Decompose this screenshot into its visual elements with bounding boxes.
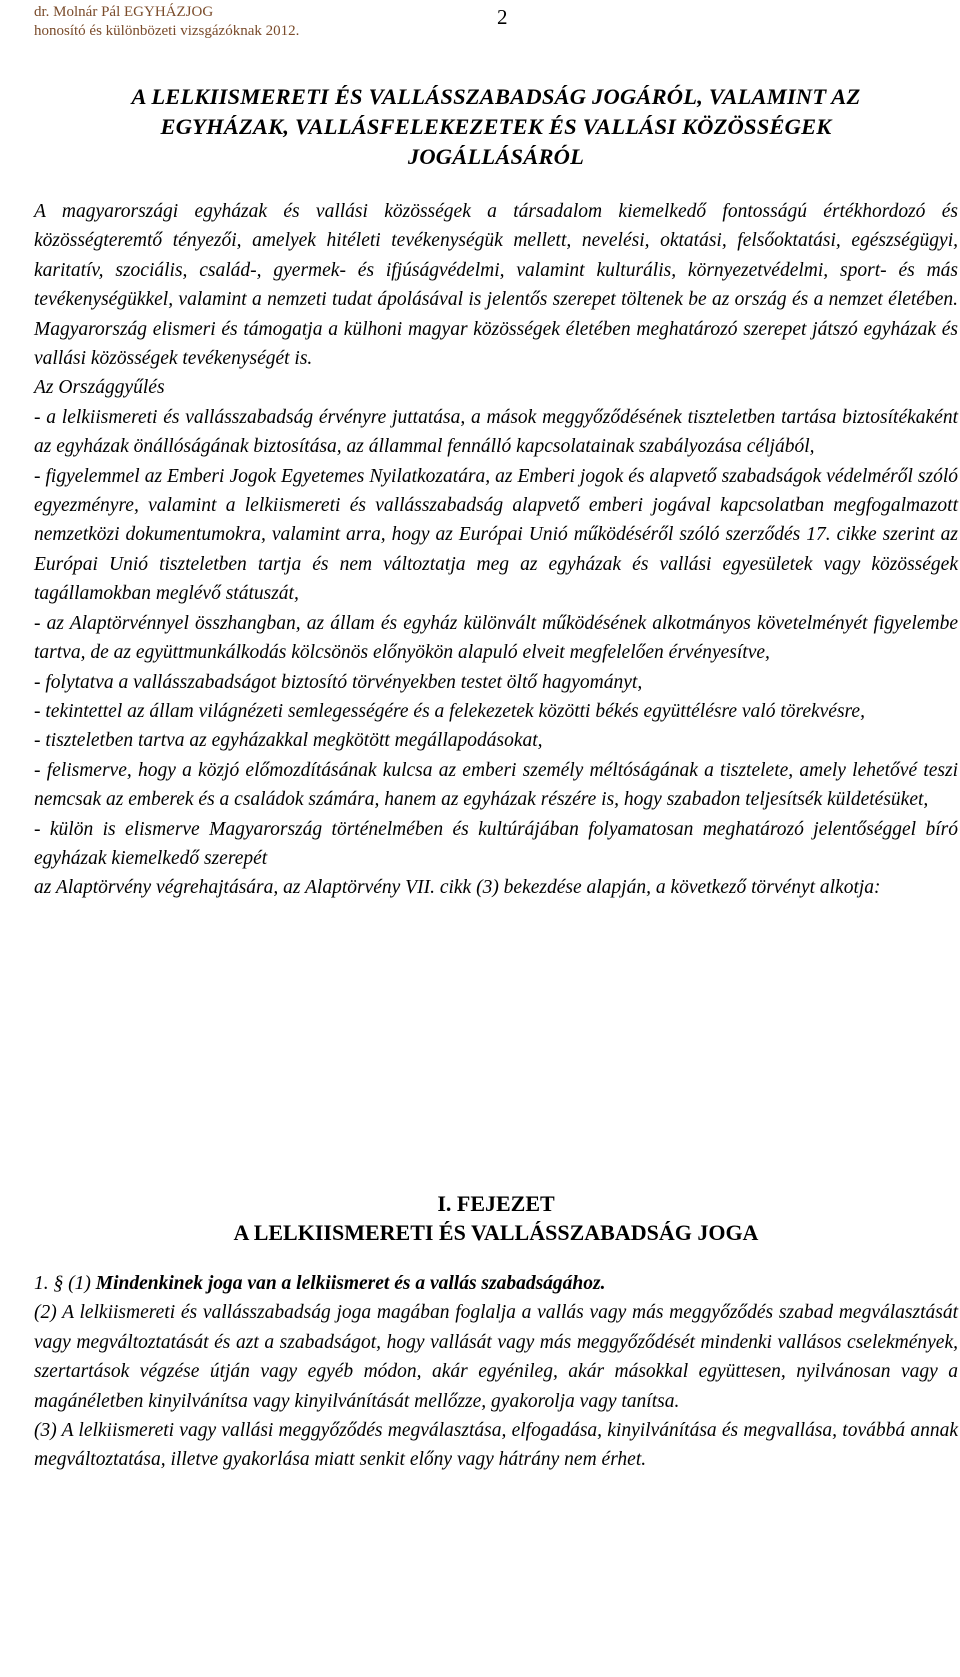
preamble-body (34, 197, 958, 903)
page-header (34, 4, 958, 44)
preamble-list-item: - a lelkiismereti és vallásszabadság érvényre juttatása, a mások meggyőződésének tiszteletben tartása biztosítékaként az egyházak önállóságának biztosítása, az állammal fennálló kapcsolatainak szabályozása céljából, (34, 406, 958, 458)
parliament-intro: Az Országgyűlés (34, 377, 165, 399)
preamble-italic-text: A magyarországi egyházak és vallási közösségek a társadalom kiemelkedő fontosságú értékhordozó és közösségteremtő tényezői, amelyek hitéleti tevékenységük mellett, nevelési, oktatási, felsőoktatási, egészségügyi, karitatív, szociális, család-, gyermek- és ifjúságvédelmi, valamint kulturális, környezetvédelmi, sport- és más tevékenységükkel, valamint a nemzeti tudat ápolásával is jelentős szerepet töltenek be az ország és a nemzet életében. (34, 201, 958, 311)
section-1-paragraph-1 (34, 1269, 958, 1298)
preamble-list-item: - az Alaptörvénnyel összhangban, az állam és egyház különvált működésének alkotmányos követelményét figyelembe tartva, de az együttmunkálkodás kölcsönös előnyökön alapuló elveit megfelelően érvényesítve, (34, 612, 958, 664)
page-number: 2 (497, 5, 508, 29)
law-title-line-1: A LELKIISMERETI ÉS VALLÁSSZABADSÁG JOGÁRÓL, VALAMINT AZ (131, 84, 861, 109)
preamble-list-item: - folytatva a vallásszabadságot biztosító törvényekben testet öltő hagyományt, (34, 671, 643, 693)
section-1-bold-text: Mindenkinek joga van a lelkiismeret és a vallás szabadságához. (95, 1273, 606, 1294)
preamble-list-item: - figyelemmel az Emberi Jogok Egyetemes Nyilatkozatára, az Emberi jogok és alapvető szabadságok védelméről szóló egyezményre, valamint a lelkiismereti és vallásszabadság alapvető emberi jogával kapcsolatban megfogalmazott nemzetközi dokumentumokra, valamint arra, hogy az Európai Unió működéséről szóló szerződés 17. cikke szerint az Európai Unió tiszteletben tartja és nem változtatja meg az egyházak és vallási egyesületek vagy közösségek tagállamokban meglévő státuszát, (34, 465, 958, 605)
chapter-heading (34, 1189, 958, 1247)
preamble-closing: az Alaptörvény végrehajtására, az Alaptörvény VII. cikk (3) bekezdése alapján, a következő törvényt alkotja: (34, 877, 881, 899)
chapter-number: I. FEJEZET (437, 1191, 555, 1216)
preamble-list-item: - tiszteletben tartva az egyházakkal megkötött megállapodásokat, (34, 730, 543, 752)
preamble-paragraph (34, 197, 958, 373)
section-1-lead: 1. § (1) (34, 1273, 91, 1294)
chapter-title: A LELKIISMERETI ÉS VALLÁSSZABADSÁG JOGA (233, 1220, 759, 1245)
section-1-paragraph-2: (2) A lelkiismereti és vallásszabadság joga magában foglalja a vallás vagy más meggyőződés szabad megválasztását vagy megváltoztatását és azt a szabadságot, hogy vallását vagy más meggyőződését mindenki vallásos cselekmények, szertartások végzése útján vagy egyéb módon, akár egyénileg, akár másokkal együttesen, nyilvánosan vagy a magánéletben kinyilvánítsa vagy kinyilvánítását mellőzze, gyakorolja vagy tanítsa. (34, 1302, 958, 1412)
law-title-line-2: EGYHÁZAK, VALLÁSFELEKEZETEK ÉS VALLÁSI KÖZÖSSÉGEK (160, 114, 832, 139)
header-author: dr. Molnár Pál EGYHÁZJOG (34, 4, 214, 20)
preamble-list-item: - külön is elismerve Magyarország történelmében és kultúrájában folyamatosan meghatározó jelentőséggel bíró egyházak kiemelkedő szerepét (34, 818, 958, 869)
preamble-list-item: - felismerve, hogy a közjó előmozdításának kulcsa az emberi személy méltóságának a tisztelete, amely lehetővé teszi nemcsak az emberek és a családok számára, hanem az egyházak részére is, hogy szabadon teljesítsék küldetésüket, (34, 759, 958, 811)
section-1 (34, 1269, 958, 1475)
law-title-line-3: JOGÁLLÁSÁRÓL (407, 144, 585, 169)
section-1-paragraph-3: (3) A lelkiismereti vagy vallási meggyőződés megválasztása, elfogadása, kinyilvánítása és megvallása, továbbá annak megváltoztatása, illetve gyakorlása miatt senkit előny vagy hátrány nem érhet. (34, 1420, 958, 1471)
law-title (34, 82, 958, 172)
header-subtitle: honosító és különbözeti vizsgázóknak 2012. (34, 23, 300, 39)
preamble-list-item: - tekintettel az állam világnézeti semlegességére és a felekezetek közötti békés együttélésre való törekvésre, (34, 700, 865, 722)
preamble-italic-text-2: Magyarország elismeri és támogatja a külhoni magyar közösségek életében meghatározó szerepet játszó egyházak és vallási közösségek tevékenységét is. (34, 318, 958, 370)
